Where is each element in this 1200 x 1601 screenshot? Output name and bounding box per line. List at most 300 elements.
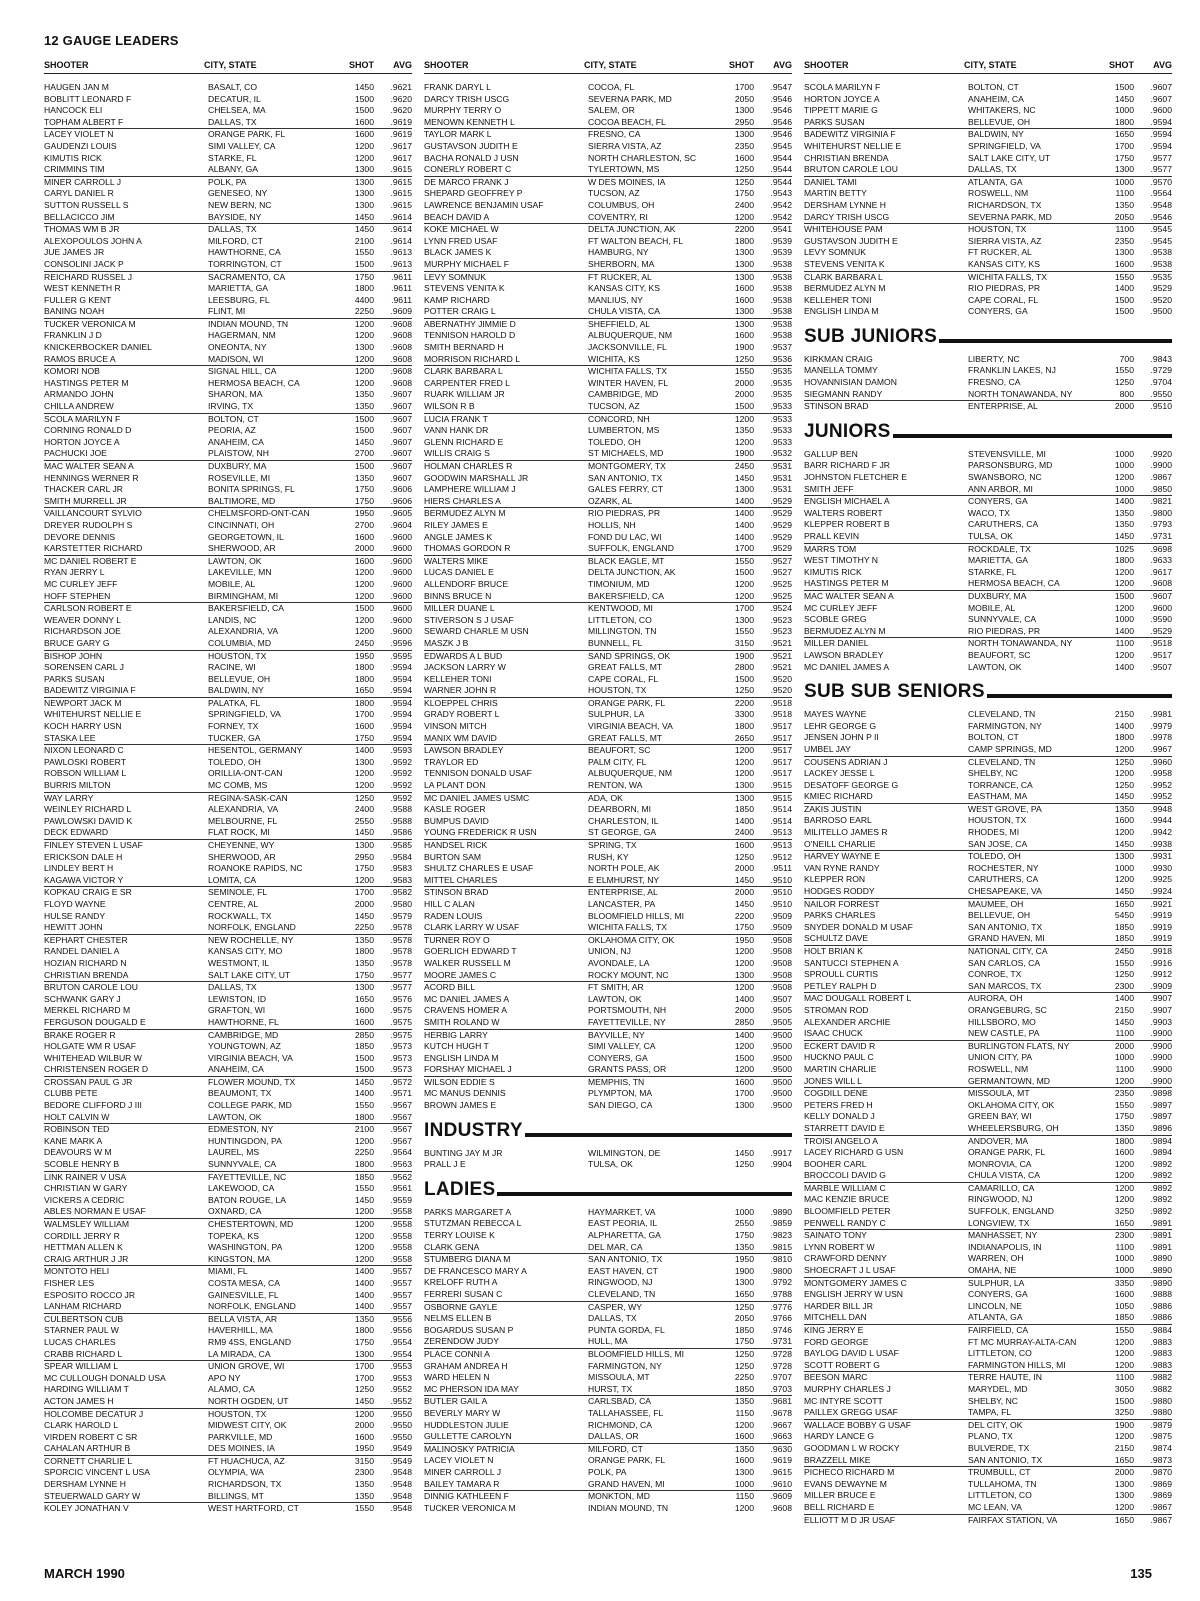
city-state: LAUREL, MS (208, 1147, 260, 1158)
city-state: COLUMBIA, MD (208, 637, 272, 648)
table-row (424, 733, 792, 745)
shot-count: 1900 (734, 1265, 754, 1276)
city-state: WHEELERSBURG, OH (968, 1122, 1059, 1133)
city-state: BELLEVUE, OH (968, 910, 1031, 921)
average: .9557 (390, 1301, 412, 1312)
city-state: RIO PIEDRAS, PR (968, 625, 1041, 636)
table-row (424, 1420, 792, 1432)
table-row (424, 768, 792, 780)
shooter-name: BUMPUS DAVID (424, 815, 489, 826)
average: .9903 (1150, 1016, 1172, 1027)
table-row (804, 1064, 1172, 1076)
average: .9930 (1150, 862, 1172, 873)
table-row (804, 1028, 1172, 1040)
average: .9921 (1150, 898, 1172, 909)
table-row (44, 697, 412, 710)
city-state: LITTLETON, CO (968, 1348, 1032, 1359)
shooter-name: FISHER LES (44, 1277, 95, 1288)
average: .9900 (1150, 460, 1172, 471)
shot-count: 1400 (354, 1289, 374, 1300)
shot-count: 1200 (734, 211, 754, 222)
shot-count: 1800 (1114, 1135, 1134, 1146)
city-state: TOPEKA, KS (208, 1230, 259, 1241)
shot-count: 1600 (354, 531, 374, 542)
table-row (44, 757, 412, 769)
table-row (804, 945, 1172, 958)
average: .9886 (1150, 1300, 1172, 1311)
shooter-name: WALTERS MIKE (424, 555, 488, 566)
city-state: KENTWOOD, MI (588, 603, 653, 614)
table-row (804, 1087, 1172, 1100)
average: .9509 (770, 922, 792, 933)
table-row (804, 472, 1172, 484)
table-row (44, 1053, 412, 1065)
table-row (804, 614, 1172, 626)
shooter-name: FERRERI SUSAN C (424, 1289, 503, 1299)
city-state: FT RUCKER, AL (588, 271, 652, 282)
average: .9600 (390, 578, 412, 589)
shooter-name: CARYL DANIEL R (44, 188, 114, 199)
shot-count: 2200 (734, 697, 754, 708)
page-title: 12 GAUGE LEADERS (44, 33, 179, 48)
column-header (44, 60, 412, 74)
city-state: CINCINNATI, OH (208, 519, 275, 530)
shot-count: 1200 (354, 377, 374, 388)
table-row (804, 863, 1172, 875)
table-row (424, 200, 792, 212)
shooter-name: DESATOFF GEORGE G (804, 779, 899, 790)
shot-count: 1500 (734, 567, 754, 578)
table-row (44, 591, 412, 603)
average: .9558 (390, 1219, 412, 1229)
shooter-name: STIVERSON S J USAF (424, 614, 514, 625)
city-state: SEMINOLE, FL (208, 887, 268, 898)
shooter-name: KIMUTIS RICK (804, 566, 862, 577)
shot-count: 1450 (1114, 93, 1134, 104)
table-row (424, 1088, 792, 1100)
shot-count: 1500 (354, 93, 374, 104)
city-state: SULPHUR, LA (588, 709, 645, 720)
table-row (44, 460, 412, 473)
city-state: TRUMBULL, CT (968, 1467, 1031, 1478)
shot-count: 2700 (354, 448, 374, 459)
city-state: HERMOSA BEACH, CA (208, 377, 300, 388)
average: .9521 (770, 650, 792, 661)
shot-count: 1200 (354, 1230, 374, 1241)
average: .9919 (1150, 933, 1172, 944)
average: .9557 (390, 1266, 412, 1277)
city-state: CAPE CORAL, FL (968, 294, 1039, 305)
average: .9600 (390, 603, 412, 614)
table-row (424, 128, 792, 141)
average: .9883 (1150, 1348, 1172, 1359)
table-row (804, 637, 1172, 650)
shooter-name: CRAIG ARTHUR J JR (44, 1253, 129, 1264)
shooter-name: DARCY TRISH USCG (804, 211, 890, 222)
city-state: SACRAMENTO, CA (208, 271, 286, 282)
city-state: RACINE, WI (208, 662, 256, 673)
shot-count: 3350 (1114, 1277, 1134, 1288)
shot-count: 1700 (354, 709, 374, 720)
average: .9509 (770, 910, 792, 921)
average: .9514 (770, 804, 792, 815)
city-state: SHEFFIELD, AL (588, 318, 651, 329)
shot-count: 2250 (354, 1147, 374, 1158)
table-row (424, 188, 792, 200)
average: .9882 (1150, 1383, 1172, 1394)
table-row (44, 1420, 412, 1432)
city-state: POLK, PA (208, 176, 247, 187)
table-row (44, 141, 412, 153)
shooter-name: CARPENTER FRED L (424, 377, 510, 388)
average: .9678 (770, 1407, 792, 1418)
average: .9617 (1150, 566, 1172, 577)
city-state: SHELBY, NC (968, 1395, 1018, 1406)
shooter-name: BRAZZELL MIKE (804, 1454, 871, 1465)
table-row (804, 1289, 1172, 1301)
shooter-name: LUCAS CHARLES (44, 1336, 116, 1347)
shot-count: 1600 (1114, 1289, 1134, 1300)
shooter-name: ISAAC CHUCK (804, 1028, 863, 1039)
table-row (804, 164, 1172, 176)
table-row (424, 1479, 792, 1491)
shot-count: 1800 (354, 673, 374, 684)
city-state: DEL CITY, OK (968, 1419, 1023, 1430)
shot-count: 1500 (354, 461, 374, 471)
average: .9573 (390, 1052, 412, 1063)
shooter-name: MINER CARROLL J (44, 176, 122, 187)
shot-count: 2950 (354, 851, 374, 862)
city-state: RICHARDSON, TX (208, 1479, 282, 1490)
shooter-name: HOLT CALVIN W (44, 1111, 110, 1122)
average: .9607 (1150, 590, 1172, 601)
shooter-name: KANE MARK A (44, 1135, 103, 1146)
shooter-name: KARSTETTER RICHARD (44, 543, 143, 554)
average: .9843 (1150, 353, 1172, 364)
shooter-name: HAUGEN JAN M (44, 82, 109, 92)
average: .9681 (770, 1396, 792, 1407)
shooter-name: DERSHAM LYNNE H (804, 199, 886, 210)
city-state: FRANKLIN LAKES, NJ (968, 365, 1056, 376)
shooter-name: ACTON JAMES H (44, 1395, 114, 1406)
shooter-name: MENOWN KENNETH L (424, 116, 515, 127)
table-row (424, 886, 792, 899)
shot-count: 1350 (1114, 519, 1134, 530)
city-state: OLYMPIA, WA (208, 1467, 264, 1478)
shooter-name: FRANKLIN J D (44, 330, 102, 341)
city-state: E ELMHURST, NY (588, 874, 660, 885)
shot-count: 1800 (354, 1159, 374, 1170)
shot-count: 1200 (354, 768, 374, 779)
average: .9531 (770, 461, 792, 471)
city-state: STARKE, FL (968, 566, 1017, 577)
city-state: MILLINGTON, TN (588, 626, 657, 637)
city-state: WHITAKERS, NC (968, 105, 1036, 116)
city-state: ROCHESTER, NY (968, 862, 1039, 873)
city-state: LITTLETON, CO (588, 614, 652, 625)
city-state: KINGSTON, MA (208, 1253, 271, 1264)
average: .9529 (1150, 625, 1172, 636)
shooter-name: O'NEILL CHARLIE (804, 838, 876, 849)
table-row (804, 236, 1172, 248)
column-3 (804, 60, 1172, 1526)
shot-count: 1400 (1114, 625, 1134, 636)
table-row (804, 933, 1172, 945)
city-state: GENESEO, NY (208, 188, 268, 199)
table-row (424, 804, 792, 816)
shooter-name: BERMUDEZ ALYN M (804, 625, 886, 636)
average: .9620 (390, 93, 412, 104)
city-state: PLYMPTON, MA (588, 1088, 653, 1099)
table-row (424, 1277, 792, 1289)
shooter-name: PETERS FRED H (804, 1099, 873, 1110)
table-row (424, 259, 792, 271)
table-row (804, 1147, 1172, 1159)
average: .9550 (390, 1408, 412, 1419)
shooter-name: KAMP RICHARD (424, 294, 490, 305)
average: .9886 (1150, 1312, 1172, 1323)
shot-count: 3150 (354, 1455, 374, 1466)
table-row (804, 1360, 1172, 1372)
header-shot: SHOT (728, 60, 754, 70)
table-row (44, 1195, 412, 1207)
average: .9567 (390, 1100, 412, 1111)
shot-count: 1650 (1114, 1514, 1134, 1525)
city-state: HOUSTON, TX (588, 685, 647, 696)
average: .9527 (770, 555, 792, 566)
average: .9663 (770, 1431, 792, 1442)
city-state: BIRMINGHAM, MI (208, 590, 279, 601)
shot-count: 1950 (734, 934, 754, 945)
average: .9704 (1150, 377, 1172, 388)
shot-count: 1750 (734, 1336, 754, 1347)
shot-count: 1400 (1114, 993, 1134, 1004)
average: .9553 (390, 1361, 412, 1372)
shooter-name: RICHARDSON JOE (44, 626, 121, 637)
average: .9607 (390, 461, 412, 471)
shooter-name: MURPHY CHARLES J (804, 1383, 891, 1394)
table-row (44, 1337, 412, 1349)
shot-count: 1750 (1114, 152, 1134, 163)
table-row (424, 318, 792, 331)
table-row (44, 662, 412, 674)
average: .9531 (770, 472, 792, 483)
average: .9909 (1150, 980, 1172, 991)
shooter-name: HORTON JOYCE A (44, 436, 120, 447)
shot-count: 800 (1119, 388, 1134, 399)
city-state: SPRINGFIELD, VA (968, 140, 1041, 151)
table-row (424, 105, 792, 117)
shooter-name: STARNER PAUL W (44, 1325, 119, 1336)
shot-count: 1500 (734, 673, 754, 684)
shooter-name: LAWSON BRADLEY (804, 649, 884, 660)
average: .9537 (770, 342, 792, 353)
average: .9544 (770, 164, 792, 175)
average: .9517 (770, 721, 792, 732)
city-state: CHEYENNE, WY (208, 840, 275, 850)
city-state: TUCKER, GA (208, 732, 261, 743)
shooter-name: ELLIOTT M D JR USAF (804, 1514, 896, 1525)
table-row (424, 1076, 792, 1089)
table-row (44, 1384, 412, 1396)
shot-count: 1750 (1114, 1111, 1134, 1122)
table-row (424, 994, 792, 1006)
average: .9543 (770, 188, 792, 199)
shot-count: 1600 (734, 1076, 754, 1087)
average: .9931 (1150, 851, 1172, 862)
table-row (804, 791, 1172, 803)
city-state: BOLTON, CT (968, 82, 1019, 92)
city-state: SEVERNA PARK, MD (588, 93, 672, 104)
average: .9586 (390, 827, 412, 838)
shot-count: 1400 (354, 1277, 374, 1288)
shooter-name: BERMUDEZ ALYN M (424, 508, 506, 519)
city-state: CAMARILLO, CA (968, 1182, 1035, 1193)
average: .9766 (770, 1313, 792, 1324)
shooter-name: KASLE ROGER (424, 804, 486, 815)
shot-count: 1600 (354, 1005, 374, 1016)
table-row (44, 1443, 412, 1455)
shooter-name: BAYLOG DAVID L USAF (804, 1348, 899, 1359)
shot-count: 1850 (354, 1041, 374, 1052)
table-row (424, 378, 792, 390)
shooter-name: GULLETTE CAROLYN (424, 1431, 512, 1442)
average: .9611 (391, 283, 412, 294)
shooter-name: HOZIAN RICHARD N (44, 957, 127, 968)
shooter-name: FRANK DARYL L (424, 82, 491, 92)
city-state: WICHITA FALLS, TX (968, 271, 1047, 282)
table-row (44, 579, 412, 591)
shot-count: 1250 (354, 792, 374, 803)
city-state: MIDWEST CITY, OK (208, 1420, 287, 1431)
shot-count: 1650 (1114, 1454, 1134, 1465)
city-state: COCOA BEACH, FL (588, 116, 666, 127)
shooter-name: CLARK HAROLD L (44, 1420, 119, 1431)
shot-count: 2400 (734, 827, 754, 838)
city-state: BUNNELL, FL (588, 637, 643, 648)
shot-count: 2000 (734, 863, 754, 874)
average: .9547 (770, 82, 792, 92)
average: .9532 (770, 448, 792, 459)
shooter-name: KNICKERBOCKER DANIEL (44, 342, 152, 353)
average: .9557 (390, 1277, 412, 1288)
average: .9525 (770, 590, 792, 601)
shot-count: 2700 (354, 519, 374, 530)
table-row (424, 852, 792, 864)
city-state: INDIAN MOUND, TN (208, 318, 289, 329)
shot-count: 2050 (734, 1313, 754, 1324)
shooter-name: BRUTON CAROLE LOU (804, 164, 898, 175)
average: .9896 (1150, 1122, 1172, 1133)
shooter-name: BRAKE ROGER R (44, 1029, 116, 1040)
shooter-name: HASTINGS PETER M (804, 578, 889, 589)
table-row (44, 365, 412, 378)
table-row (804, 247, 1172, 259)
table-row (804, 827, 1172, 839)
city-state: TALLAHASSEE, FL (588, 1407, 664, 1418)
table-row (44, 1005, 412, 1017)
shot-count: 1200 (734, 1041, 754, 1052)
table-row (804, 460, 1172, 472)
average: .9594 (390, 685, 412, 696)
shot-count: 1100 (1115, 224, 1134, 235)
city-state: SAN ANTONIO, TX (588, 1254, 663, 1265)
shooter-name: THOMAS WM B JR (44, 224, 120, 235)
shooter-name: MILLER DANIEL (804, 638, 869, 649)
shooter-name: KUTCH HUGH T (424, 1041, 489, 1052)
average: .9552 (390, 1384, 412, 1395)
city-state: ANN ARBOR, MI (968, 483, 1033, 494)
shooter-name: TERRY LOUISE K (424, 1230, 495, 1241)
table-row (804, 153, 1172, 165)
shot-count: 1200 (734, 982, 754, 993)
shooter-name: THACKER CARL JR (44, 484, 123, 495)
table-row (44, 1041, 412, 1053)
table-row (804, 389, 1172, 401)
city-state: BELLEVUE, OH (968, 116, 1031, 127)
city-state: EDMESTON, NY (208, 1124, 274, 1135)
table-row (424, 709, 792, 721)
shot-count: 1850 (1114, 933, 1134, 944)
shot-count: 1750 (354, 271, 374, 282)
table-row (44, 1373, 412, 1385)
city-state: FRESNO, CA (588, 129, 641, 140)
shot-count: 1300 (354, 982, 374, 993)
city-state: BAYSIDE, NY (208, 211, 262, 222)
section-title: LADIES (424, 1178, 496, 1200)
table-row (424, 662, 792, 674)
city-state: ANDOVER, MA (968, 1135, 1029, 1146)
city-state: FARMINGTON, NY (588, 1360, 662, 1371)
shooter-name: MC DANIEL JAMES USMC (424, 792, 530, 803)
shot-count: 1350 (354, 1313, 374, 1324)
shot-count: 1350 (354, 1490, 374, 1501)
shot-count: 1350 (1114, 507, 1134, 518)
shooter-name: LAMPHERE WILLIAM J (424, 484, 516, 495)
table-row (804, 1371, 1172, 1384)
average: .9521 (770, 637, 792, 648)
shot-count: 1550 (734, 626, 754, 637)
average: .9538 (770, 271, 792, 282)
city-state: TORRANCE, CA (968, 779, 1033, 790)
shot-count: 3250 (1114, 1407, 1134, 1418)
city-state: SAN MARCOS, TX (968, 980, 1042, 991)
city-state: SHELBY, NC (968, 768, 1018, 779)
shot-count: 1400 (1114, 283, 1134, 294)
table-row (424, 543, 792, 555)
average: .9883 (1150, 1359, 1172, 1370)
average: .9553 (390, 1372, 412, 1383)
shooter-name: VICKERS A CEDRIC (44, 1194, 125, 1205)
table-row (424, 1408, 792, 1420)
table-row (424, 780, 792, 792)
average: .9567 (390, 1111, 412, 1122)
shooter-name: PAWLOWSKI DAVID K (44, 815, 133, 826)
table-row (424, 141, 792, 153)
shooter-name: TURNER ROY O (424, 934, 490, 945)
table-row (804, 768, 1172, 780)
average: .9594 (390, 732, 412, 743)
table-row (44, 863, 412, 875)
shooter-name: LACKEY JESSE L (804, 768, 875, 779)
average: .9507 (770, 993, 792, 1004)
city-state: MOBILE, AL (968, 602, 1016, 613)
average: .9698 (1150, 543, 1172, 554)
city-state: OKLAHOMA CITY, OK (968, 1099, 1055, 1110)
city-state: VIRGINIA BEACH, VA (588, 721, 673, 732)
average: .9879 (1150, 1419, 1172, 1430)
shooter-name: HARDER BILL JR (804, 1300, 873, 1311)
